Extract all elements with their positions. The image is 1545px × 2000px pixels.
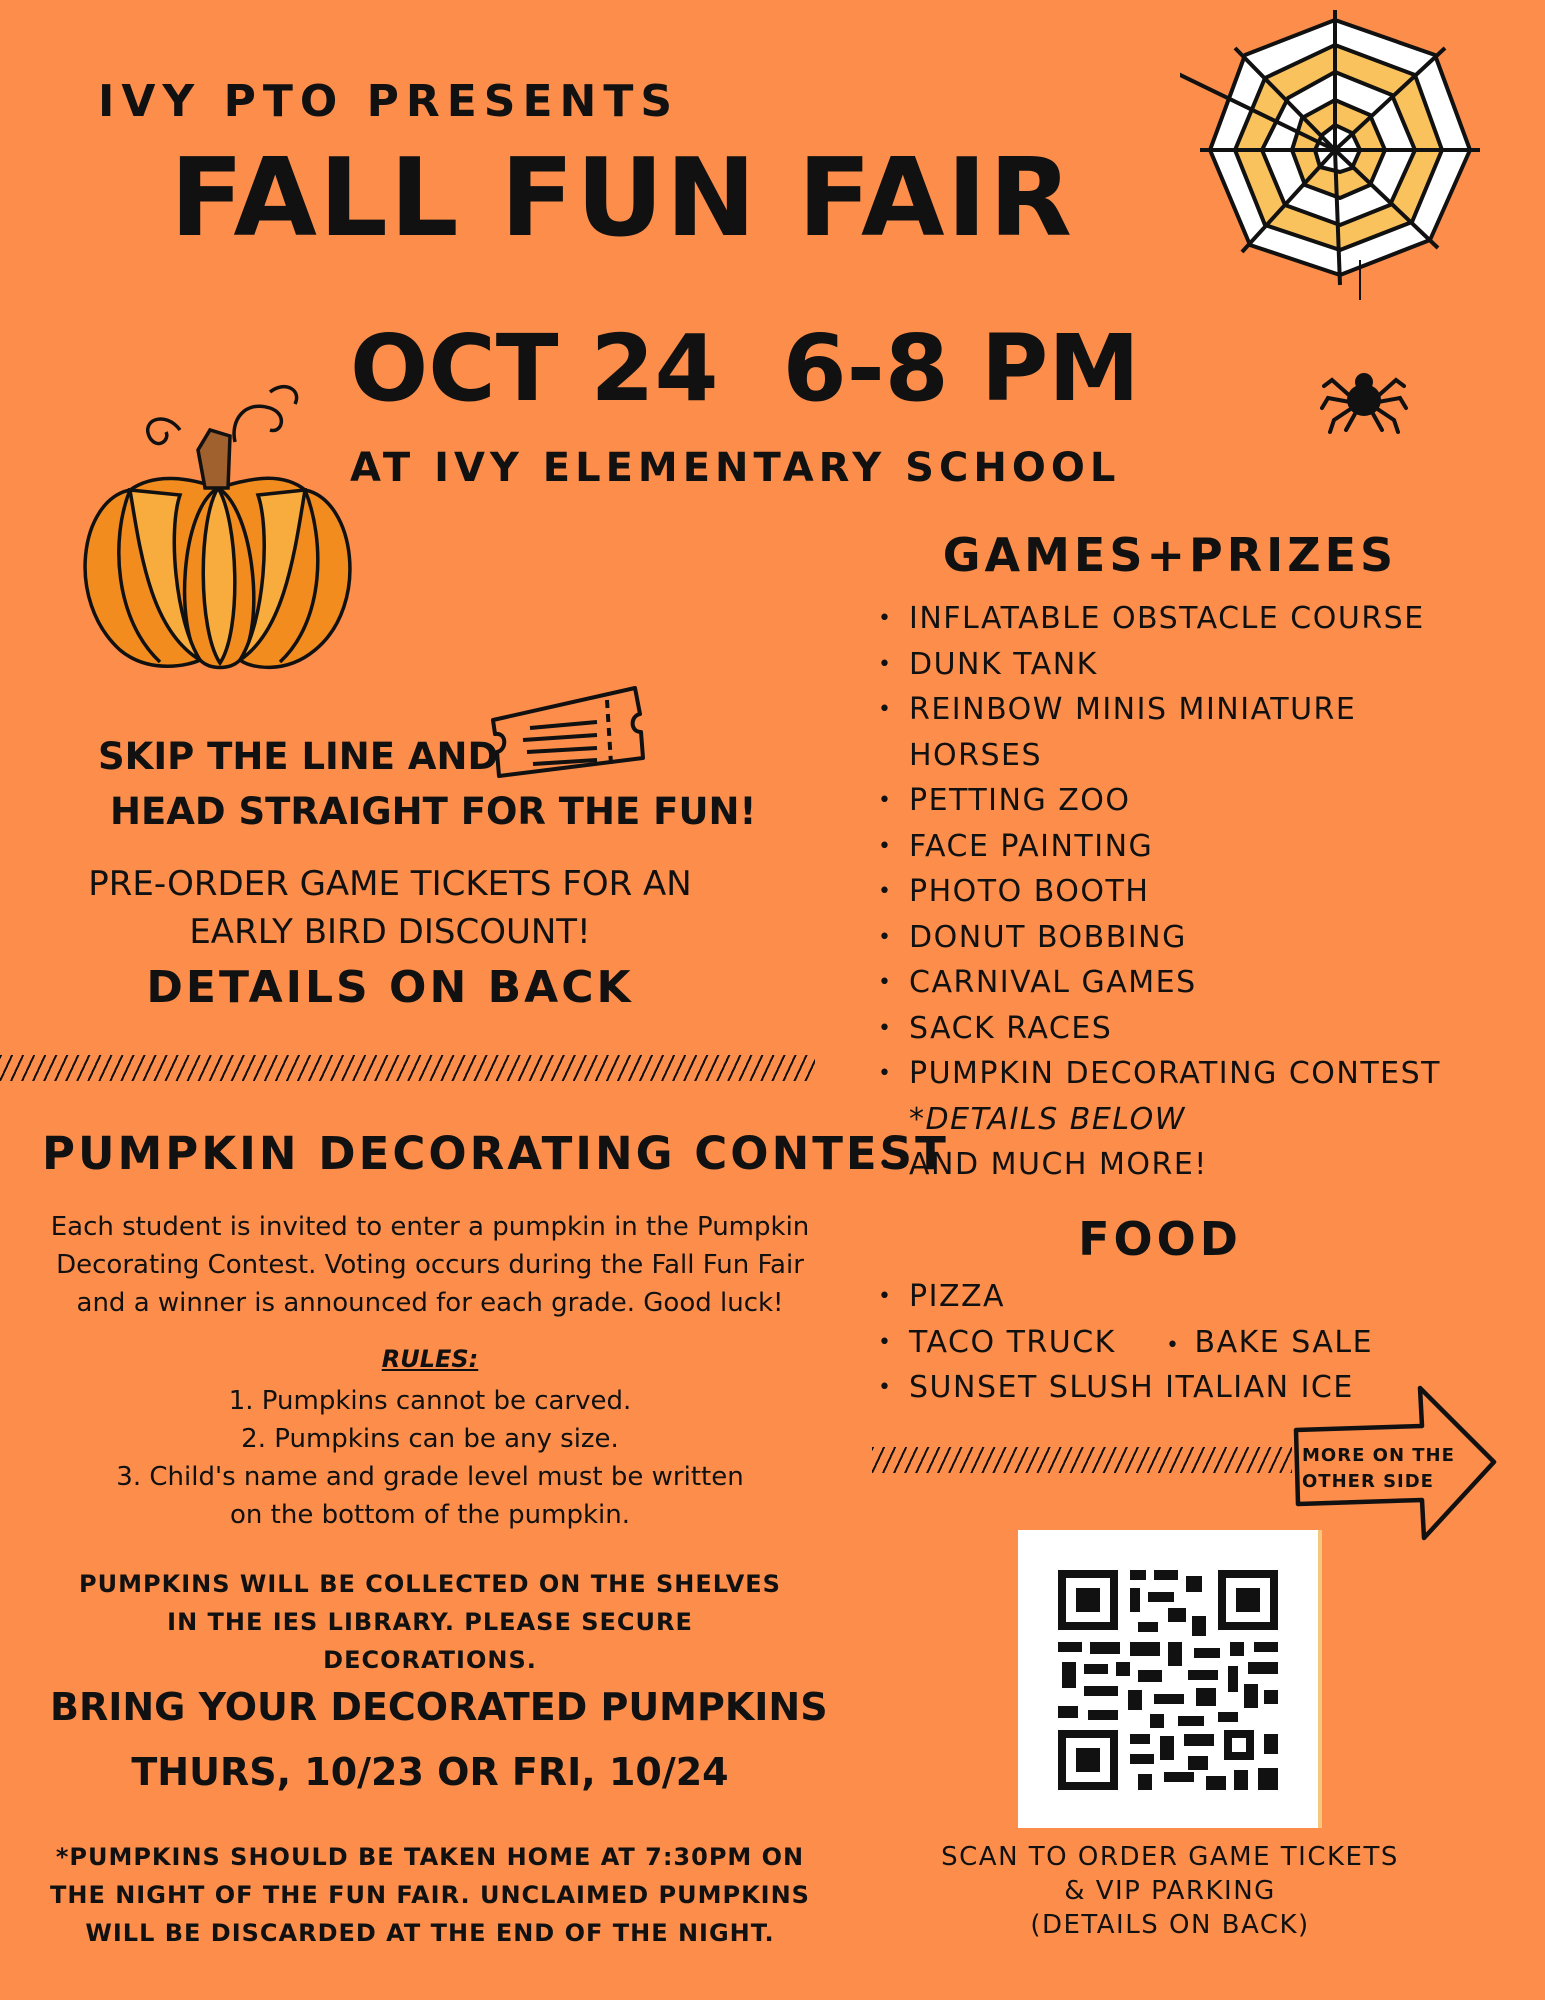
divider-right: [872, 1447, 1292, 1473]
list-item: • PETTING ZOO: [876, 778, 1516, 824]
qr-code-graphic: [1018, 1530, 1318, 1828]
contest-description: Each student is invited to enter a pumpkin in the Pumpkin Decorating Contest. Voting occurs during the Fall Fun Fair and a winner is announced for each grade. Good luck!: [50, 1212, 810, 1318]
more-other-side: MORE ON THE OTHER SIDE: [1302, 1445, 1455, 1492]
skip-line-heading-2: HEAD STRAIGHT FOR THE FUN!: [110, 790, 757, 833]
list-item: [876, 1320, 1516, 1366]
scan-instructions: [900, 1840, 1440, 1942]
list-item: • INFLATABLE OBSTACLE COURSE: [876, 596, 1516, 642]
event-title: FALL FUN FAIR: [170, 136, 1074, 261]
food-item-label: BAKE SALE: [1194, 1324, 1374, 1360]
list-item: • PIZZA: [876, 1274, 1516, 1320]
games-title: GAMES+PRIZES: [942, 528, 1398, 582]
scan-line: SCAN TO ORDER GAME TICKETS: [941, 1842, 1399, 1872]
list-item: • PUMPKIN DECORATING CONTEST: [876, 1051, 1516, 1097]
list-item: • DONUT BOBBING: [876, 915, 1516, 961]
list-item: • DUNK TANK: [876, 642, 1516, 688]
games-list: [876, 596, 1516, 1188]
list-item: • FACE PAINTING: [876, 824, 1516, 870]
list-item: • SACK RACES: [876, 1006, 1516, 1052]
list-item: • SUNSET SLUSH ITALIAN ICE: [876, 1365, 1516, 1411]
pumpkin-icon: [70, 370, 365, 675]
list-item: • REINBOW MINIS MINIATURE: [876, 687, 1516, 733]
presenter-line: IVY PTO PRESENTS: [98, 76, 680, 127]
rules-list: [40, 1382, 820, 1534]
skip-line-heading: SKIP THE LINE AND: [98, 735, 499, 778]
bring-pumpkins-heading: BRING YOUR DECORATED PUMPKINS: [50, 1685, 828, 1729]
rules-heading: RULES:: [381, 1345, 479, 1373]
list-item: • AND MUCH MORE!: [876, 1142, 1516, 1188]
food-item: [1166, 1320, 1373, 1369]
list-item: • PHOTO BOOTH: [876, 869, 1516, 915]
event-location: AT IVY ELEMENTARY SCHOOL: [350, 445, 1121, 491]
rule-item: 3. Child's name and grade level must be written on the bottom of the pumpkin.: [116, 1462, 744, 1530]
bring-pumpkins-dates: THURS, 10/23 OR FRI, 10/24: [131, 1750, 729, 1794]
scan-line: & VIP PARKING: [1064, 1876, 1276, 1906]
list-item: HORSES: [909, 737, 1043, 773]
preorder-text: PRE-ORDER GAME TICKETS FOR AN EARLY BIRD DISCOUNT!: [88, 864, 692, 952]
food-title: FOOD: [1078, 1212, 1242, 1266]
divider-left: [0, 1055, 815, 1081]
collection-note: PUMPKINS WILL BE COLLECTED ON THE SHELVES IN THE IES LIBRARY. PLEASE SECURE DECORATIONS.: [79, 1570, 781, 1674]
rule-item: 2. Pumpkins can be any size.: [241, 1424, 619, 1454]
details-on-back: DETAILS ON BACK: [146, 962, 634, 1013]
pickup-note: *PUMPKINS SHOULD BE TAKEN HOME AT 7:30PM ON THE NIGHT OF THE FUN FAIR. UNCLAIMED PUMPKINS WILL BE DISCARDED AT THE END OF THE NIGHT.: [50, 1843, 810, 1947]
ticket-icon: [485, 680, 645, 785]
food-item: TACO TRUCK: [909, 1324, 1116, 1360]
spider-web-icon: [1180, 0, 1490, 300]
rule-item: 1. Pumpkins cannot be carved.: [228, 1386, 632, 1416]
spider-icon: [1320, 358, 1410, 438]
qr-code-icon: [1018, 1530, 1318, 1828]
list-item: • CARNIVAL GAMES: [876, 960, 1516, 1006]
event-date-time: OCT 24 6-8 PM: [350, 315, 1140, 422]
scan-line: (DETAILS ON BACK): [1030, 1910, 1310, 1940]
list-item: *DETAILS BELOW: [909, 1101, 1186, 1137]
contest-title: PUMPKIN DECORATING CONTEST: [42, 1127, 949, 1180]
